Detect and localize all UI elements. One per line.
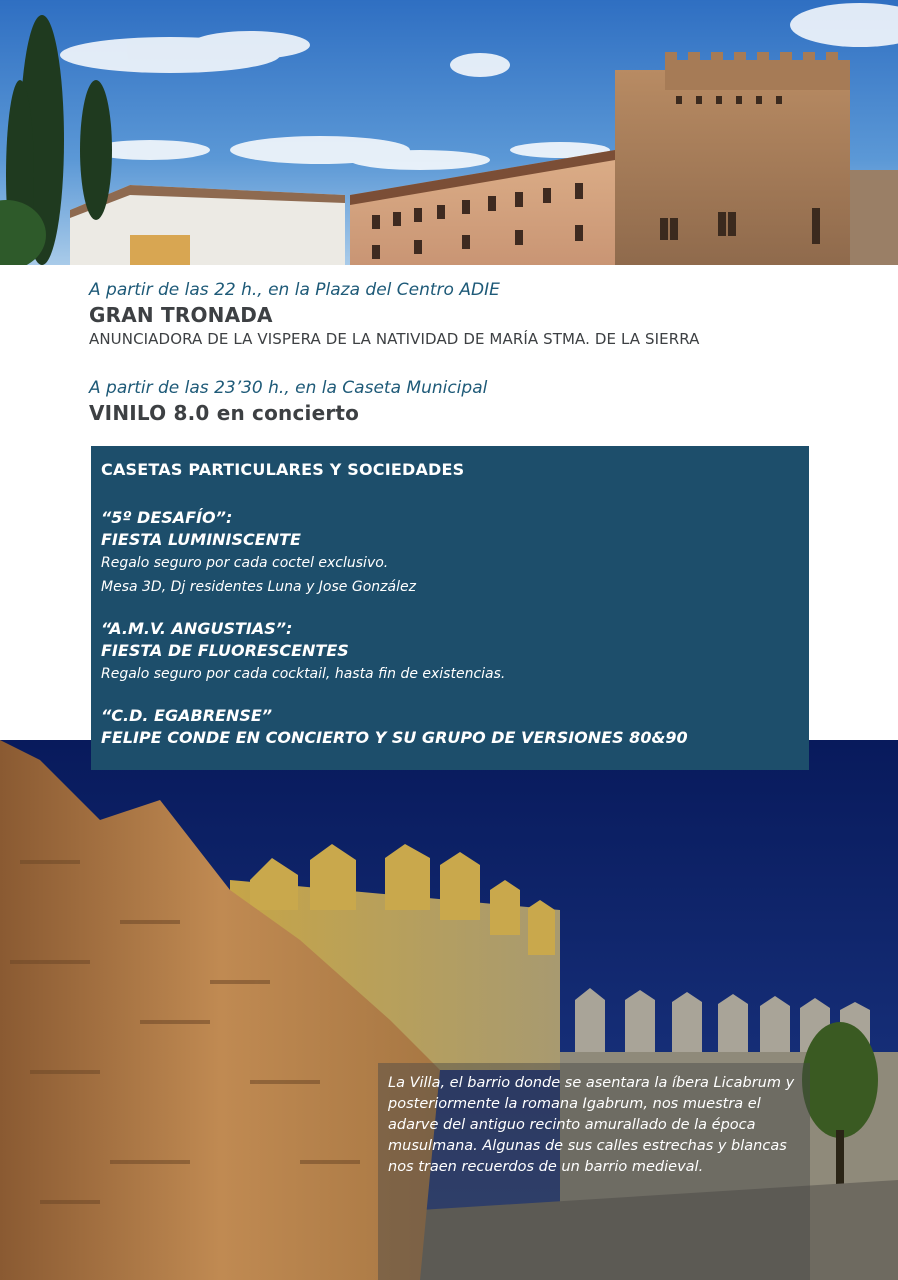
caseta-entry-desafio [101,506,799,599]
la-villa-caption: La Villa, el barrio donde se asentara la íbera Licabrum y posteriormente la romana Igabrum, nos muestra el adarve del antiguo recinto amurallado de la época musulmana. Algunas de sus calles estrechas y blancas nos traen recuerdos de un barrio medieval. [378,1063,810,1280]
event-gran-tronada [89,278,849,350]
caseta-entry-egabrense [101,704,799,749]
caseta-name: “A.M.V. ANGUSTIAS”: [101,619,293,638]
caseta-entry-angustias [101,617,799,686]
caseta-activity: FELIPE CONDE EN CONCIERTO Y SU GRUPO DE VERSIONES 80&90 [101,728,688,747]
caseta-note: Mesa 3D, Dj residentes Luna y Jose González [101,579,416,595]
caseta-name: “C.D. EGABRENSE” [101,706,273,725]
event-headline: GRAN TRONADA [89,303,273,327]
castle-day-photo [0,0,898,265]
castle-day-illustration [0,0,898,265]
casetas-box [91,446,809,770]
program-section [89,278,849,426]
event-subline: ANUNCIADORA DE LA VISPERA DE LA NATIVIDAD DE MARÍA STMA. DE LA SIERRA [89,330,700,348]
casetas-title: CASETAS PARTICULARES Y SOCIEDADES [101,460,465,479]
event-headline: VINILO 8.0 en concierto [89,401,360,425]
caseta-note: Regalo seguro por cada coctel exclusivo. [101,555,389,571]
event-intro: A partir de las 23’30 h., en la Caseta Municipal [89,378,488,398]
event-vinilo [89,376,849,426]
caseta-name: “5º DESAFÍO”: [101,508,233,527]
caseta-activity: FIESTA LUMINISCENTE [101,530,301,549]
caseta-note: Regalo seguro por cada cocktail, hasta fin de existencias. [101,666,506,682]
event-intro: A partir de las 22 h., en la Plaza del Centro ADIE [89,280,500,300]
caseta-activity: FIESTA DE FLUORESCENTES [101,641,349,660]
